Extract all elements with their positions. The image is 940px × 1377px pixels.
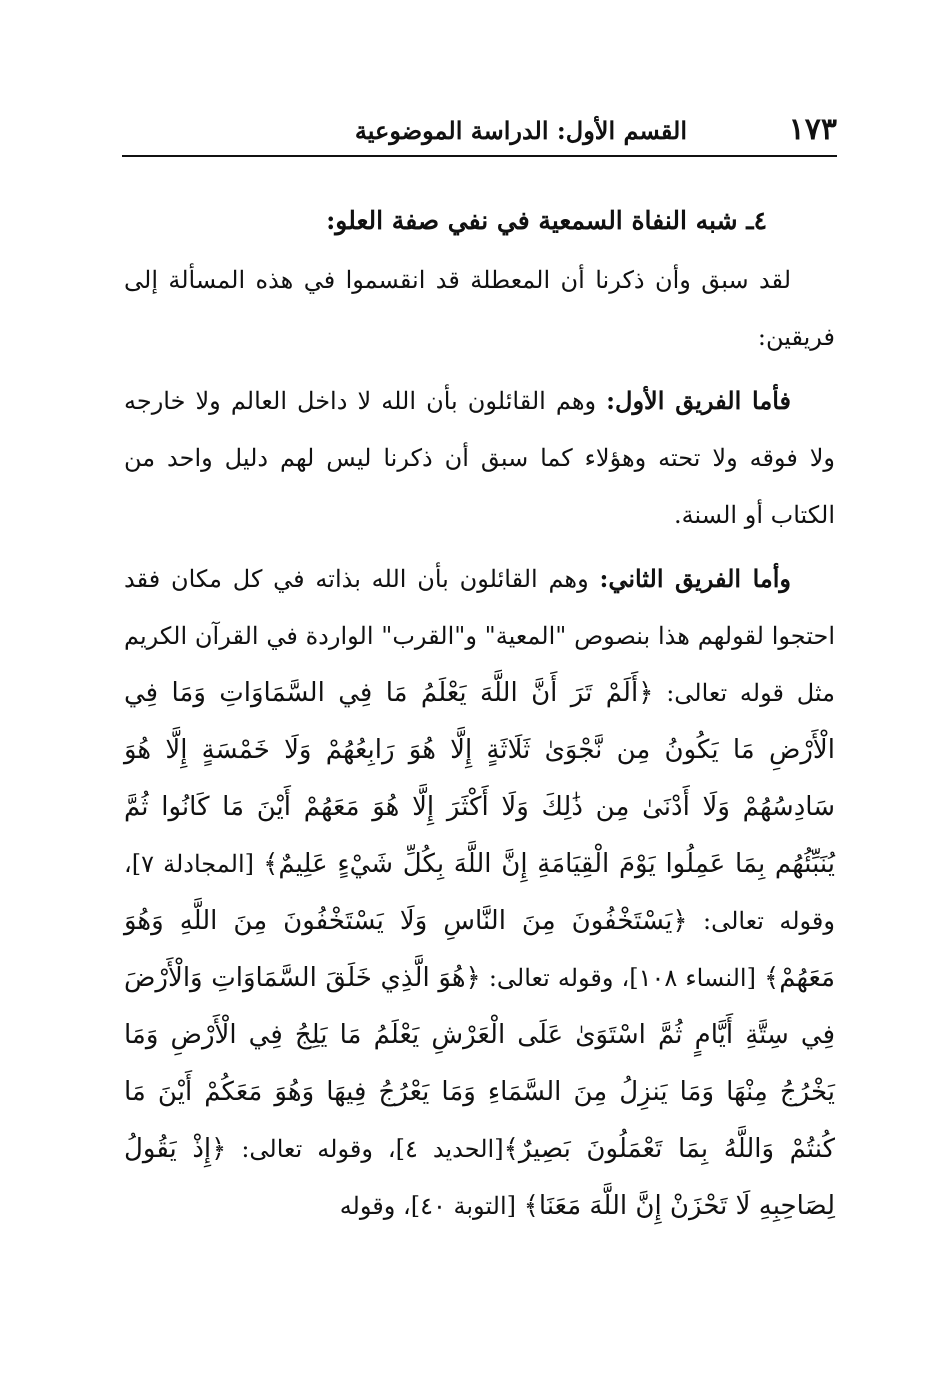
paragraph-intro: لقد سبق وأن ذكرنا أن المعطلة قد انقسموا في هذه المسألة إلى فريقين: <box>124 266 835 351</box>
first-group-text: وهم القائلون بأن الله لا داخل العالم ولا خارجه ولا فوقه ولا تحته وهؤلاء كما سبق أن ذكرنا ليس لهم دليل واحد من الكتاب أو السنة. <box>124 387 835 529</box>
paragraph-first-group <box>124 372 835 544</box>
quran-verse-tawba: ﴿إِذْ يَقُولُ لِصَاحِبِهِ لَا تَحْزَنْ إِنَّ اللَّهَ مَعَنَا﴾ <box>124 1134 835 1221</box>
reference-nisa: [النساء ١٠٨]، وقوله تعالى: <box>480 964 765 992</box>
page-header <box>122 112 837 152</box>
quran-verse-nisa: ﴿يَسْتَخْفُونَ مِنَ النَّاسِ وَلَا يَسْتَخْفُونَ مِنَ اللَّهِ وَهُوَ مَعَهُمْ﴾ <box>124 906 836 993</box>
page-number: ١٧٣ <box>788 112 837 147</box>
header-divider <box>122 155 837 157</box>
reference-hadid: [الحديد ٤]، وقوله تعالى: <box>226 1135 504 1163</box>
quran-verse-mujadila: ﴿أَلَمْ تَرَ أَنَّ اللَّهَ يَعْلَمُ مَا فِي السَّمَاوَاتِ وَمَا فِي الْأَرْضِ مَا يَكُونُ مِن نَّجْوَىٰ ثَلَاثَةٍ إِلَّا هُوَ رَابِعُهُمْ وَلَا خَمْسَةٍ إِلَّا هُوَ سَادِسُهُمْ وَلَا أَدْنَىٰ مِن ذَٰلِكَ وَلَا أَكْثَرَ إِلَّا هُوَ مَعَهُمْ أَيْنَ مَا كَانُوا ثُمَّ يُنَبِّئُهُم بِمَا عَمِلُوا يَوْمَ الْقِيَامَةِ إِنَّ اللَّهَ بِكُلِّ شَيْءٍ عَلِيمٌ﴾ <box>124 678 835 879</box>
second-group-text: وهم القائلون بأن الله بذاته في كل مكان فقد احتجوا لقولهم هذا بنصوص "المعية" و"القرب" الواردة في القرآن الكريم مثل قوله تعالى: <box>124 565 835 707</box>
quran-verse-hadid: ﴿هُوَ الَّذِي خَلَقَ السَّمَاوَاتِ وَالْأَرْضَ فِي سِتَّةِ أَيَّامٍ ثُمَّ اسْتَوَىٰ عَلَى الْعَرْشِ يَعْلَمُ مَا يَلِجُ فِي الْأَرْضِ وَمَا يَخْرُجُ مِنْهَا وَمَا يَنزِلُ مِنَ السَّمَاءِ وَمَا يَعْرُجُ فِيهَا وَهُوَ مَعَكُمْ أَيْنَ مَا كُنتُمْ وَاللَّهُ بِمَا تَعْمَلُونَ بَصِيرٌ﴾ <box>124 963 835 1164</box>
second-group-label: وأما الفريق الثاني: <box>599 564 792 593</box>
paragraph-second-group <box>124 550 835 1235</box>
running-title: القسم الأول: الدراسة الموضوعية <box>354 116 687 145</box>
section-heading: ٤ـ شبه النفاة السمعية في نفي صفة العلو: <box>326 206 767 235</box>
reference-mujadila: [المجادلة ٧]، وقوله تعالى: <box>124 850 835 935</box>
reference-tawba: [التوبة ٤٠]، وقوله <box>339 1192 524 1220</box>
page-body <box>124 190 835 1235</box>
first-group-label: فأما الفريق الأول: <box>606 386 791 415</box>
